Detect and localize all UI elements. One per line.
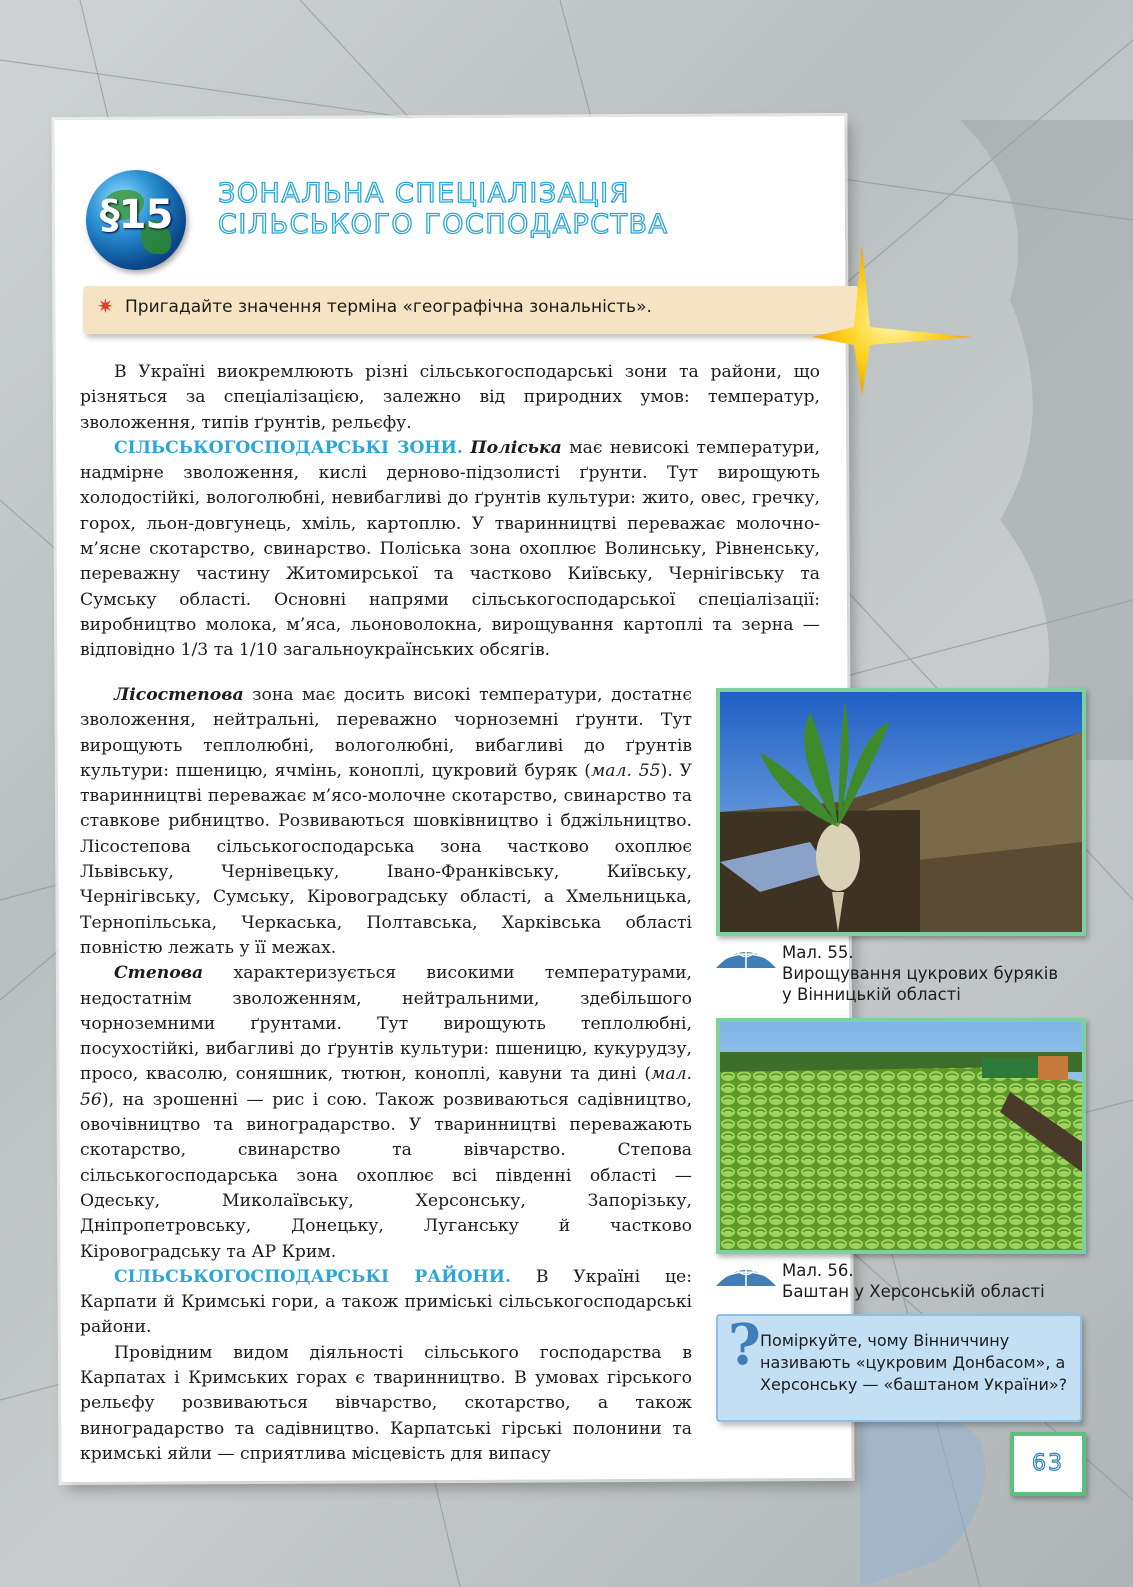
reminder-text: Пригадайте значення терміна «географічна зональність». <box>125 297 652 317</box>
figure-56-caption <box>716 1260 1086 1302</box>
main-text-bottom <box>80 683 692 1467</box>
zones-heading: СІЛЬСЬКОГОСПОДАРСЬКІ ЗОНИ. <box>114 437 463 458</box>
globe-caption-icon <box>716 1262 776 1288</box>
districts-heading: СІЛЬСЬКОГОСПОДАРСЬКІ РАЙОНИ. <box>114 1266 511 1287</box>
sugar-beet-image <box>720 692 1082 932</box>
polissia-paragraph <box>80 436 820 664</box>
figure-56-label: Мал. 56. <box>782 1261 854 1280</box>
figure-56-photo <box>716 1018 1086 1254</box>
forest-steppe-text-a: зона має досить високі температури, достатнє зволоження, нейтральні, переважно чорноземні ґрунти. Тут вирощують теплолюбні, вологолюбні, вибагливі до ґрунтів культури: пшеницю, ячмінь, коноплі, цукровий буряк ( <box>80 685 692 781</box>
figure-55-line2: у Вінницькій області <box>782 985 961 1004</box>
section-number: §15 <box>99 192 173 238</box>
sparkle-star-icon <box>812 245 972 395</box>
figure-55-photo <box>716 688 1086 936</box>
districts-paragraph <box>80 1265 692 1341</box>
section-title-line1: ЗОНАЛЬНА СПЕЦІАЛІЗАЦІЯ <box>218 178 630 209</box>
figure-55-caption <box>716 942 1086 1005</box>
steppe-paragraph <box>80 961 692 1265</box>
districts-text: В Україні це: Карпати й Кримські гори, а також приміські сільськогосподарські райони. <box>80 1266 692 1338</box>
figure-56-reference: мал. 56 <box>80 1064 692 1110</box>
section-title <box>218 178 818 240</box>
forest-steppe-text-b: ). У тваринництві переважає м’ясо-молочне скотарство, свинарство та ставкове рибництво. Розвиваються шовківництво і бджільництво. Лісостепова сільськогосподарська зона частково охоплює Львівську, Чернівецьку, Івано-Франківську, Київську, Чернігівську, Сумську, Кіровоградську області, а Хмельницька, Тернопільська, Черкаська, Полтавська, Харківська області повністю лежать у її межах. <box>80 760 693 958</box>
watermelon-field-image <box>720 1022 1082 1250</box>
figure-55-label: Мал. 55. <box>782 943 854 962</box>
reminder-box <box>83 286 859 334</box>
steppe-term: Степова <box>114 963 204 984</box>
forest-steppe-term: Лісостепова <box>114 685 244 705</box>
page-number: 63 <box>1010 1432 1086 1496</box>
section-title-line2: СІЛЬСЬКОГО ГОСПОДАРСТВА <box>218 209 669 240</box>
question-text: Поміркуйте, чому Вінниччину називають «цукровим Донбасом», а Херсонську — «баштаном України»? <box>760 1331 1068 1394</box>
section-globe-badge <box>86 170 186 270</box>
question-box <box>716 1314 1082 1422</box>
polissia-term: Поліська <box>470 437 562 458</box>
question-mark-icon: ? <box>728 1312 761 1378</box>
figure-55-reference: мал. 55 <box>591 760 661 781</box>
figure-55-line1: Вирощування цукрових буряків <box>782 964 1059 983</box>
forest-steppe-paragraph <box>80 683 692 961</box>
steppe-text-b: ), на зрошенні — рис і сою. Також розвиваються садівництво, овочівництво та виноградарство. У тваринництві переважають скотарство, свинарство та вівчарство. Степова сільськогосподарська зона охоплює всі південні області — Одеську, Миколаївську, Херсонську, Запорізьку, Дніпропетровську, Донецьку, Луганську й частково Кіровоградську та АР Крим. <box>80 1089 692 1262</box>
globe-caption-icon <box>716 944 776 970</box>
steppe-text-a: характеризується високими температурами, недостатнім зволоженням, нейтральними, здебільшого чорноземними ґрунтами. Тут вирощують теплолюбні, посухостійкі, вибагливі до ґрунтів культури: пшеницю, кукурудзу, просо, квасолю, соняшник, тютюн, коноплі, кавуни та дині ( <box>80 963 692 1085</box>
asterisk-icon: ✷ <box>97 294 114 318</box>
intro-paragraph: В Україні виокремлюють різні сільськогосподарські зони та райони, що різняться за спеціалізацією, залежно від природних умов: температур, зволоження, типів ґрунтів, рельєфу. <box>80 362 820 433</box>
mountains-paragraph: Провідним видом діяльності сільського господарства в Карпатах і Кримських горах є тваринництво. В умовах гірського рельєфу розвиваються вівчарство, скотарство, а також виноградарство та садівництво. Карпатські гірські полонини та кримські яйли — сприятлива місцевість для випасу <box>80 1342 692 1464</box>
figure-56-line1: Баштан у Херсонській області <box>782 1282 1045 1301</box>
main-text-top <box>80 360 820 664</box>
polissia-text: має невисокі температури, надмірне зволоження, кислі дерново-підзолисті ґрунти. Тут вирощують холодостійкі, вологолюбні, невибагливі до ґрунтів культури: жито, овес, гречку, горох, льон-довгунець, хміль, картоплю. У тваринництві переважає молочно-м’ясне скотарство, свинарство. Поліська зона охоплює Волинську, Рівненську, переважну частину Житомирської та частково Київську, Чернігівську та Сумську області. Основні напрями сільськогосподарської спеціалізації: виробництво молока, м’яса, льоноволокна, вирощування картоплі та зерна — відповідно 1/3 та 1/10 загальноукраїнських обсягів. <box>80 437 820 661</box>
